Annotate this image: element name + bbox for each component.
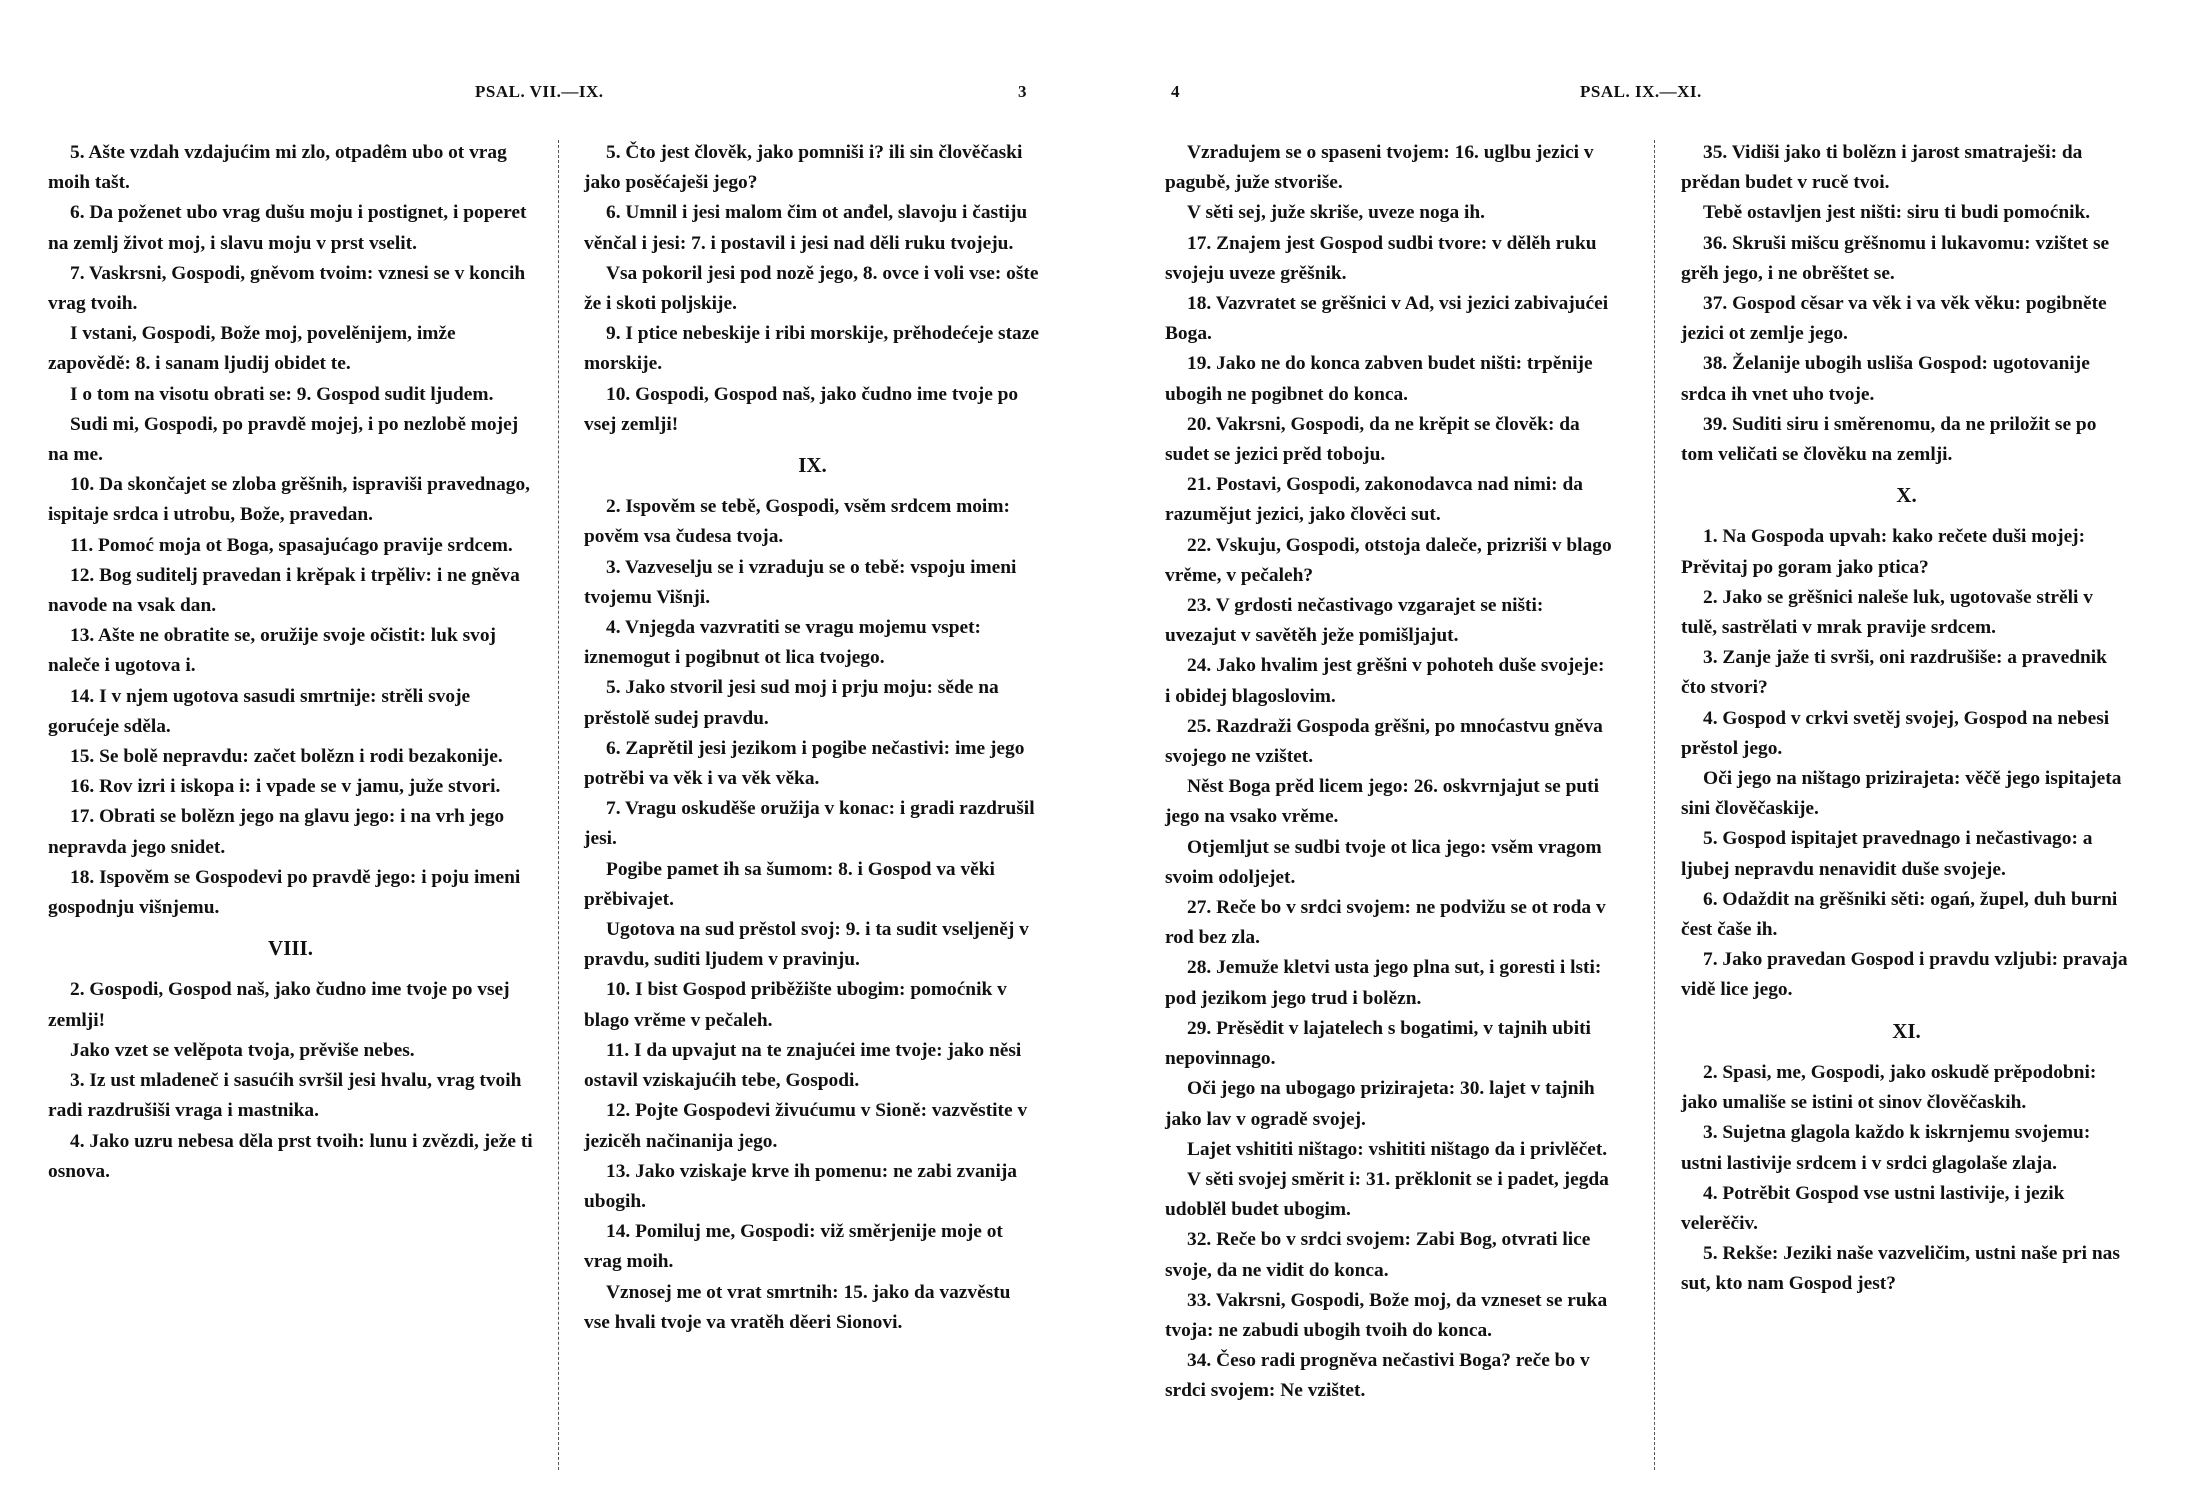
verse: 20. Vakrsni, Gospodi, da ne krěpit se člověk: da sudet se jezici prěd toboju. — [1165, 413, 1580, 466]
verse: V sěti svojej směrit i: 31. prěklonit se i padet, jegda udoblěl budet ubogim. — [1165, 1168, 1609, 1221]
right-page — [1093, 0, 2186, 1500]
column-divider — [1654, 140, 1655, 1470]
verse: 9. I ptice nebeskije i ribi morskije, prěhodećeje staze morskije. — [584, 323, 1039, 375]
verse: 5. Gospod ispitajet pravednago i nečastivago: a ljubej nepravdu nenavidit duše svojeje. — [1681, 828, 2093, 880]
verse: 4. Potrěbit Gospod vse ustni lastivije, i jezik velerěčiv. — [1681, 1182, 2065, 1234]
left-column-1 — [48, 138, 533, 1187]
verse: 6. Umnil i jesi malom čim ot anđel, slavoju i častiju věnčal i jesi: 7. i postavil i jesi nad děli ruku tvojeju. — [584, 202, 1028, 254]
verse: I vstani, Gospodi, Bože moj, povelěnijem, imže zapovědě: 8. i sanam ljudij obidet te. — [48, 323, 456, 375]
right-page-number: 4 — [1171, 82, 1180, 101]
verse: Ugotova na sud prěstol svoj: 9. i ta sudit vseljeněj v pravdu, suditi ljudem v pravinju. — [584, 919, 1029, 971]
verse: 4. Gospod v crkvi svetěj svojej, Gospod na nebesi prěstol jego. — [1681, 707, 2110, 759]
verse: 5. Jako stvoril jesi sud moj i prju moju: sěde na prěstolě sudej pravdu. — [584, 677, 999, 729]
verse: 2. Ispověm se tebě, Gospodi, vsěm srdcem moim: pověm vsa čudesa tvoja. — [584, 496, 1010, 548]
verse: 3. Zanje jaže ti svrši, oni razdrušiše: a pravednik čto stvori? — [1681, 647, 2107, 699]
verse: 17. Obrati se bolězn jego na glavu jego: i na vrh jego nepravda jego snidet. — [48, 806, 505, 858]
verse: 29. Prěsědit v lajatelech s bogatimi, v tajnih ubiti nepovinnago. — [1165, 1017, 1591, 1070]
verse: Vzradujem se o spaseni tvojem: 16. uglbu jezici v pagubě, juže stvoriše. — [1165, 142, 1594, 194]
verse: Vznosej me ot vrat smrtnih: 15. jako da vazvěstu vse hvali tvoje va vratěh děeri Sionovi. — [584, 1281, 1011, 1333]
section-heading: VIII. — [268, 936, 313, 961]
left-running-head: PSAL. VII.—IX. — [475, 82, 604, 101]
verse: 12. Pojte Gospodevi živućumu v Sioně: vazvěstite v jezicěh načinanija jego. — [584, 1100, 1028, 1152]
verse: Oči jego na ništago prizirajeta: věčě jego ispitajeta sini člověčaskije. — [1681, 768, 2122, 820]
section-heading: XI. — [1892, 1018, 1921, 1043]
verse: 15. Se bolě nepravdu: začet bolězn i rodi bezakonije. — [70, 746, 503, 768]
column-divider — [558, 140, 559, 1470]
verse: 19. Jako ne do konca zabven budet ništi: trpěnije ubogih ne pogibnet do konca. — [1165, 353, 1593, 405]
verse: 18. Ispověm se Gospodevi po pravdě jego: i poju imeni gospodnju višnjemu. — [48, 866, 521, 919]
verse: 4. Jako uzru nebesa děla prst tvoih: lunu i zvězdi, ježe ti osnova. — [48, 1130, 533, 1182]
verse: 6. Da poženet ubo vrag dušu moju i postignet, i poperet na zemlj život moj, i slavu moju v prst vselit. — [48, 202, 527, 254]
verse: 10. I bist Gospod priběžište ubogim: pomoćnik v blago vrěme v pečaleh. — [584, 979, 1007, 1031]
verse: 7. Vragu oskuděše oružija v konac: i gradi razdrušil jesi. — [584, 798, 1035, 850]
verse: Lajet vshititi ništago: vshititi ništago da i privlěčet. — [1187, 1138, 1608, 1160]
verse: 2. Gospodi, Gospod naš, jako čudno ime tvoje po vsej zemlji! — [48, 979, 510, 1031]
verse: 33. Vakrsni, Gospodi, Bože moj, da vzneset se ruka tvoja: ne zabudi ubogih tvoih do konca. — [1165, 1289, 1608, 1341]
right-running-head: PSAL. IX.—XI. — [1580, 82, 1702, 101]
verse: 10. Gospodi, Gospod naš, jako čudno ime tvoje po vsej zemlji! — [584, 383, 1019, 435]
verse: 1. Na Gospoda upvah: kako rečete duši mojej: Prěvitaj po goram jako ptica? — [1681, 526, 2086, 578]
verse: Tebě ostavljen jest ništi: siru ti budi pomoćnik. — [1703, 202, 2091, 224]
verse: 3. Iz ust mladeneč i sasućih svršil jesi hvalu, vrag tvoih radi razdrušiši vraga i mastnika. — [48, 1070, 522, 1122]
verse: 35. Vidiši jako ti bolězn i jarost smatraješi: da prědan budet v rucě tvoi. — [1681, 142, 2083, 194]
verse: 23. V grdosti nečastivago vzgarajet se ništi: uvezajut v savětěh ježe pomišljajut. — [1165, 595, 1544, 647]
verse: 5. Čto jest člověk, jako pomniši i? ili sin člověčaski jako posěćaješi jego? — [584, 142, 1023, 194]
verse: Pogibe pamet ih sa šumom: 8. i Gospod va věki prěbivajet. — [584, 858, 995, 910]
verse: Oči jego na ubogago prizirajeta: 30. lajet v tajnih jako lav v ogradě svojej. — [1165, 1078, 1595, 1130]
verse: 3. Vazveselju se i vzraduju se o tebě: vspoju imeni tvojemu Višnji. — [584, 556, 1017, 608]
verse: 14. I v njem ugotova sasudi smrtnije: strěli svoje gorućeje sděla. — [48, 685, 471, 737]
right-column-1 — [1165, 138, 1614, 1407]
verse: 22. Vskuju, Gospodi, otstoja daleče, prizriši v blago vrěme, v pečaleh? — [1165, 534, 1612, 586]
verse: Otjemljut se sudbi tvoje ot lica jego: vsěm vragom svoim odoljejet. — [1165, 836, 1602, 888]
verse: 36. Skruši mišcu grěšnomu i lukavomu: vzištet se grěh jego, i ne obrěštet se. — [1681, 232, 2110, 284]
verse: 32. Reče bo v srdci svojem: Zabi Bog, otvrati lice svoje, da ne vidit do konca. — [1165, 1229, 1591, 1281]
section-heading: IX. — [798, 453, 827, 478]
verse: 13. Ašte ne obratite se, oružije svoje očistit: luk svoj naleče i ugotova i. — [48, 625, 496, 677]
verse: 14. Pomiluj me, Gospodi: viž směrjenije moje ot vrag moih. — [584, 1221, 1003, 1273]
verse: 7. Jako pravedan Gospod i pravdu vzljubi: pravaja vidě lice jego. — [1681, 949, 2128, 1001]
verse: 12. Bog suditelj pravedan i krěpak i trpěliv: i ne gněva navode na vsak dan. — [48, 564, 520, 617]
left-column-2 — [584, 138, 1041, 1338]
verse: 37. Gospod cěsar va věk i va věk věku: pogibněte jezici ot zemlje jego. — [1681, 293, 2107, 345]
verse: 21. Postavi, Gospodi, zakonodavca nad nimi: da razumějut jezici, jako člověci sut. — [1165, 474, 1583, 526]
verse: Sudi mi, Gospodi, po pravdě mojej, i po nezlobě mojej na me. — [48, 413, 519, 466]
verse: Vsa pokoril jesi pod nozě jego, 8. ovce i voli vse: ošte že i skoti poljskije. — [584, 262, 1039, 315]
verse: 39. Suditi siru i směrenomu, da ne priložit se po tom veličati se člověku na zemlji. — [1681, 413, 2097, 466]
verse: 10. Da skončajet se zloba grěšnih, ispraviši pravednago, ispitaje srdca i utrobu, Bože, pravedan. — [48, 474, 531, 526]
verse: 17. Znajem jest Gospod sudbi tvore: v dělěh ruku svojeju uveze grěšnik. — [1165, 232, 1597, 284]
verse: 5. Ašte vzdah vzdajućim mi zlo, otpadêm ubo ot vrag moih tašt. — [48, 142, 507, 194]
verse: 28. Jemuže kletvi usta jego plna sut, i goresti i lsti: pod jezikom jego trud i bolězn. — [1165, 957, 1602, 1009]
verse: 34. Česo radi progněva nečastivi Boga? reče bo v srdci svojem: Ne vzištet. — [1165, 1350, 1590, 1402]
verse: 6. Zaprětil jesi jezikom i pogibe nečastivi: ime jego potrěbi va věk i va věk věka. — [584, 737, 1025, 790]
verse: 4. Vnjegda vazvratiti se vragu mojemu vspet: iznemogut i pogibnut ot lica tvojego. — [584, 617, 982, 669]
verse: 2. Jako se grěšnici naleše luk, ugotovaše strěli v tulě, sastrělati v mrak pravije srdcem. — [1681, 586, 2093, 639]
verse: 3. Sujetna glagola každo k iskrnjemu svojemu: ustni lastivije srdcem i v srdci glagolaše zlaja. — [1681, 1122, 2091, 1174]
verse: 18. Vazvratet se grěšnici v Ad, vsi jezici zabivajućei Boga. — [1165, 293, 1609, 345]
left-page-number: 3 — [1018, 82, 1027, 101]
verse: 5. Rekše: Jeziki naše vazveličim, ustni naše pri nas sut, kto nam Gospod jest? — [1681, 1243, 2120, 1295]
verse: 24. Jako hvalim jest grěšni v pohoteh duše svojeje: i obidej blagoslovim. — [1165, 655, 1605, 707]
right-column-2 — [1681, 138, 2132, 1300]
verse: 11. Pomoć moja ot Boga, spasajućago pravije srdcem. — [70, 534, 513, 556]
verse: 6. Odaždit na grěšniki sěti: ogań, župel, duh burni čest čaše ih. — [1681, 888, 2118, 941]
verse: Jako vzet se velěpota tvoja, prěviše nebes. — [70, 1039, 415, 1061]
section-heading: X. — [1896, 483, 1917, 508]
verse: 25. Razdraži Gospoda grěšni, po mnoćastvu gněva svojego ne vzištet. — [1165, 715, 1603, 768]
verse: V sěti sej, juže skriše, uveze noga ih. — [1187, 202, 1486, 224]
verse: 7. Vaskrsni, Gospodi, gněvom tvoim: vznesi se v koncih vrag tvoih. — [48, 262, 526, 315]
verse: 38. Želanije ubogih usliša Gospod: ugotovanije srdca ih vnet uho tvoje. — [1681, 353, 2090, 405]
verse: 13. Jako vziskaje krve ih pomenu: ne zabi zvanija ubogih. — [584, 1160, 1017, 1212]
verse: 16. Rov izri i iskopa i: i vpade se v jamu, juže stvori. — [70, 776, 501, 798]
verse: 2. Spasi, me, Gospodi, jako oskudě prěpodobni: jako umališe se istini ot sinov člověčaskih. — [1681, 1061, 2097, 1114]
verse: 11. I da upvajut na te znajućei ime tvoje: jako něsi ostavil vziskajućih tebe, Gospodi. — [584, 1039, 1022, 1092]
verse: Něst Boga prěd licem jego: 26. oskvrnjajut se puti jego na vsako vrěme. — [1165, 776, 1600, 828]
verse: I o tom na visotu obrati se: 9. Gospod sudit ljudem. — [70, 383, 494, 405]
verse: 27. Reče bo v srdci svojem: ne podvižu se ot roda v rod bez zla. — [1165, 897, 1606, 949]
